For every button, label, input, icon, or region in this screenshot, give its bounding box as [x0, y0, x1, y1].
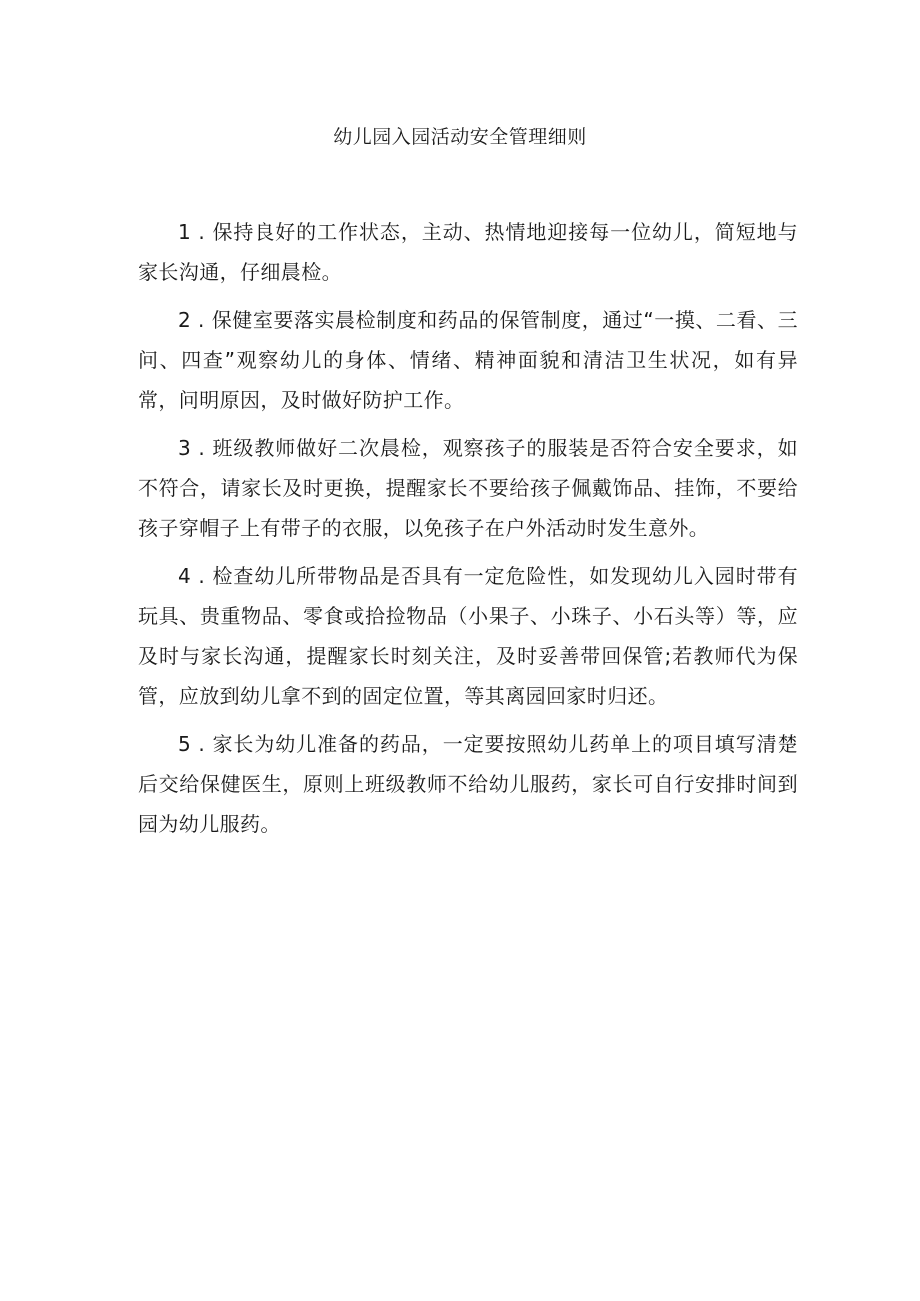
paragraph-text: . 班级教师做好二次晨检，观察孩子的服装是否符合安全要求，如不符合，请家长及时更换，提醒家长不要给孩子佩戴饰品、挂饰，不要给孩子穿帽子上有带子的衣服，以免孩子在户外活动时发生意外。: [138, 436, 798, 540]
paragraph-text: . 保健室要落实晨检制度和药品的保管制度，通过“一摸、二看、三问、四查”观察幼儿的身体、情绪、精神面貌和清洁卫生状况，如有异常，问明原因，及时做好防护工作。: [138, 308, 798, 412]
paragraph-number: 3: [178, 436, 192, 460]
paragraph-2: [138, 300, 798, 420]
paragraph-1: [138, 212, 798, 292]
paragraph-5: [138, 724, 798, 844]
paragraph-text: . 家长为幼儿准备的药品，一定要按照幼儿药单上的项目填写清楚后交给保健医生，原则上班级教师不给幼儿服药，家长可自行安排时间到园为幼儿服药。: [138, 732, 798, 836]
paragraph-number: 1: [178, 220, 192, 244]
paragraph-4: [138, 556, 798, 716]
paragraph-number: 5: [178, 732, 192, 756]
paragraph-number: 4: [178, 564, 192, 588]
document-body: [138, 212, 798, 852]
paragraph-text: . 检查幼儿所带物品是否具有一定危险性，如发现幼儿入园时带有玩具、贵重物品、零食或拾捡物品（小果子、小珠子、小石头等）等，应及时与家长沟通，提醒家长时刻关注，及时妥善带回保管;若教师代为保管，应放到幼儿拿不到的固定位置，等其离园回家时归还。: [138, 564, 798, 708]
paragraph-3: [138, 428, 798, 548]
paragraph-number: 2: [178, 308, 192, 332]
document-title: 幼儿园入园活动安全管理细则: [333, 126, 587, 148]
paragraph-text: . 保持良好的工作状态，主动、热情地迎接每一位幼儿，简短地与家长沟通，仔细晨检。: [138, 220, 798, 284]
